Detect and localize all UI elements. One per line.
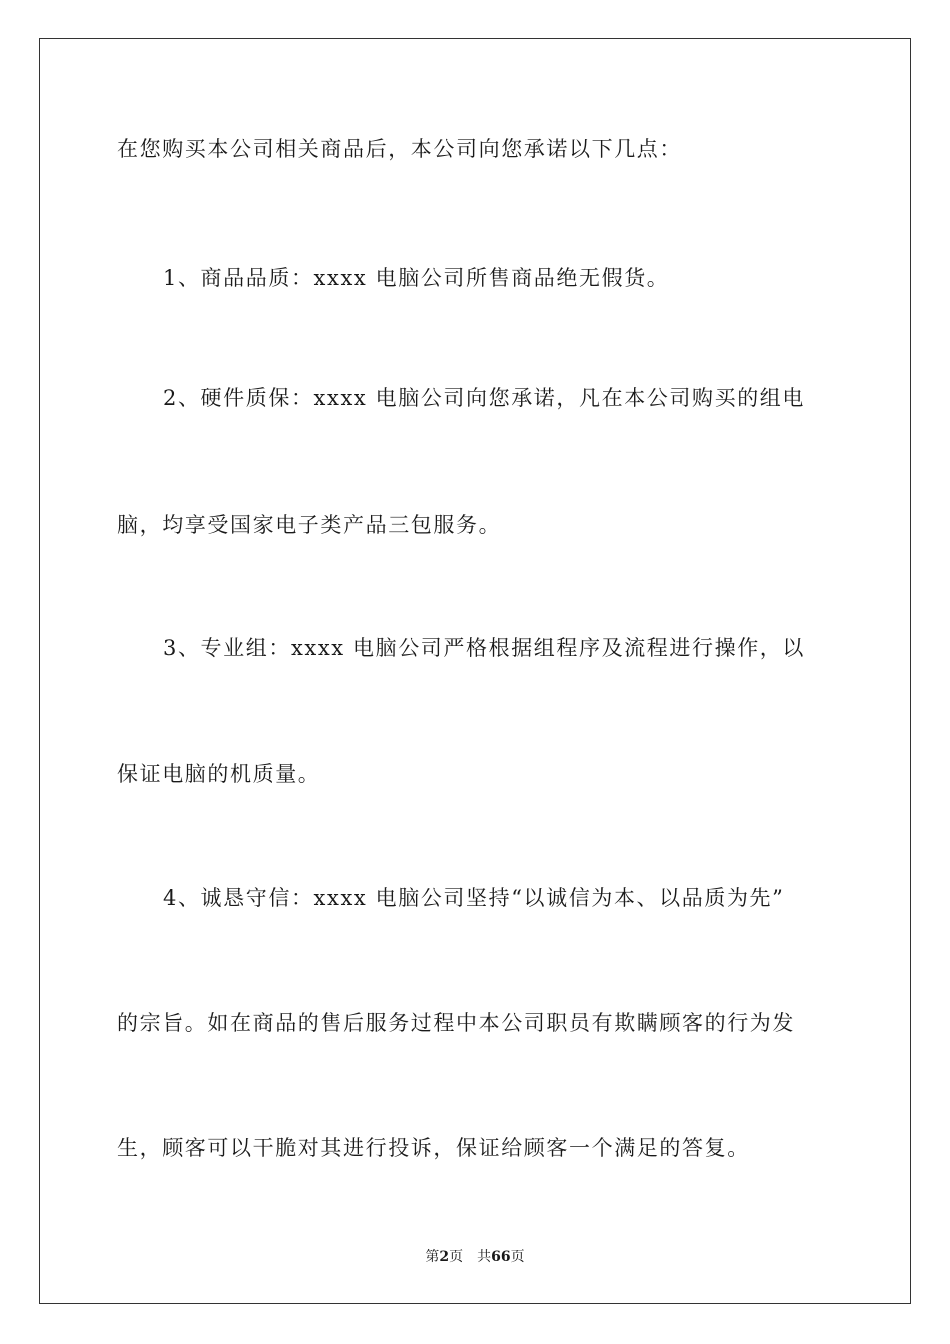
paragraph-item-4-line-2: 的宗旨。如在商品的售后服务过程中本公司职员有欺瞒顾客的行为发	[117, 1011, 795, 1035]
paragraph-item-2-line-2: 脑，均享受国家电子类产品三包服务。	[117, 513, 502, 537]
footer-page-number: 2	[439, 1249, 450, 1265]
paragraph-item-3-line-2: 保证电脑的机质量。	[117, 762, 321, 786]
paragraph-item-2-line-1: 2、硬件质保：xxxx 电脑公司向您承诺，凡在本公司购买的组电	[163, 386, 806, 410]
paragraph-item-4-line-3: 生，顾客可以干脆对其进行投诉，保证给顾客一个满足的答复。	[117, 1136, 750, 1160]
paragraph-intro: 在您购买本公司相关商品后，本公司向您承诺以下几点：	[117, 137, 682, 161]
page-footer	[0, 1247, 950, 1267]
footer-page-suffix: 页	[449, 1249, 464, 1265]
paragraph-item-3-line-1: 3、专业组：xxxx 电脑公司严格根据组程序及流程进行操作，以	[163, 636, 806, 660]
footer-page-prefix: 第	[425, 1249, 440, 1265]
page-border	[39, 38, 911, 1304]
paragraph-item-1: 1、商品品质：xxxx 电脑公司所售商品绝无假货。	[163, 266, 670, 290]
footer-total-prefix: 共	[477, 1249, 492, 1265]
footer-total-suffix: 页	[510, 1249, 525, 1265]
footer-total-pages: 66	[491, 1249, 511, 1265]
paragraph-item-4-line-1: 4、诚恳守信：xxxx 电脑公司坚持“以诚信为本、以品质为先”	[163, 886, 785, 910]
